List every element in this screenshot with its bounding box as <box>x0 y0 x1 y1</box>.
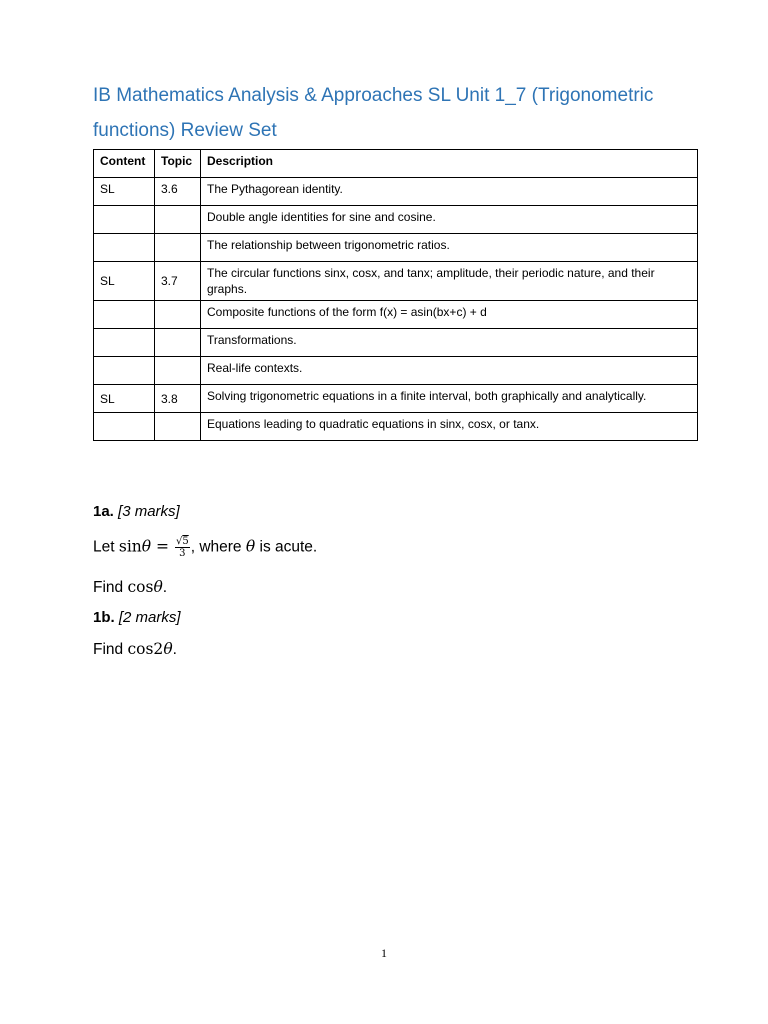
table-row <box>94 178 698 206</box>
fraction-sqrt5-over-3 <box>175 536 190 559</box>
cell-content: SL <box>94 385 155 413</box>
syllabus-table <box>93 149 698 441</box>
find-text: Find <box>93 579 128 596</box>
period: . <box>162 579 168 596</box>
page-title: IB Mathematics Analysis & Approaches SL Unit 1_7 (Trigonometric functions) Review Set <box>93 85 654 141</box>
question-1b-marks: [2 marks] <box>118 609 181 626</box>
cell-topic <box>155 357 201 385</box>
let-text: Let <box>93 538 119 556</box>
cell-topic: 3.8 <box>155 385 201 413</box>
table-row <box>94 301 698 329</box>
table-header-row <box>94 150 698 178</box>
cell-content <box>94 234 155 262</box>
find-text: Find <box>93 641 128 658</box>
question-1a-marks: [3 marks] <box>118 503 180 520</box>
cell-topic <box>155 413 201 441</box>
sin-function: sin <box>118 537 142 556</box>
cell-description: The circular functions sinx, cosx, and tanx; amplitude, their periodic nature, and their graphs. <box>201 262 698 301</box>
cell-description: The relationship between trigonometric ratios. <box>201 234 698 262</box>
fraction-numerator <box>175 536 190 548</box>
cell-topic: 3.6 <box>155 178 201 206</box>
period: . <box>172 641 177 658</box>
cell-topic <box>155 301 201 329</box>
question-1a-statement <box>93 536 317 559</box>
header-content: Content <box>94 150 155 178</box>
table-row <box>94 413 698 441</box>
table-row <box>94 262 698 301</box>
cell-description: Equations leading to quadratic equations in sinx, cosx, or tanx. <box>201 413 698 441</box>
cell-content <box>94 357 155 385</box>
cell-description: Double angle identities for sine and cosine. <box>201 206 698 234</box>
theta-symbol: θ <box>245 537 256 556</box>
question-1b-heading <box>93 609 181 626</box>
cell-description: Solving trigonometric equations in a finite interval, both graphically and analytically. <box>201 385 698 413</box>
cell-description: Real-life contexts. <box>201 357 698 385</box>
cell-content: SL <box>94 262 155 301</box>
table-row <box>94 206 698 234</box>
table-row <box>94 329 698 357</box>
cell-description: Transformations. <box>201 329 698 357</box>
cell-description: The Pythagorean identity. <box>201 178 698 206</box>
is-acute-text: is acute. <box>255 538 318 556</box>
question-1b-label: 1b. <box>93 609 115 626</box>
cell-topic: 3.7 <box>155 262 201 301</box>
theta-symbol: θ <box>163 640 173 658</box>
cell-content <box>94 206 155 234</box>
cell-content <box>94 329 155 357</box>
table-row <box>94 385 698 413</box>
question-1a-heading <box>93 503 180 520</box>
question-1b-task <box>93 640 177 659</box>
cell-content <box>94 413 155 441</box>
cell-topic <box>155 206 201 234</box>
page-number: 1 <box>381 946 387 960</box>
cell-content: SL <box>94 178 155 206</box>
cos2-function: cos2 <box>127 640 164 658</box>
header-topic: Topic <box>155 150 201 178</box>
theta-symbol: θ <box>153 578 163 596</box>
cell-description: Composite functions of the form f(x) = asin(bx+c) + d <box>201 301 698 329</box>
question-1a-task <box>93 578 167 597</box>
equals-sign: = <box>151 537 174 556</box>
cell-topic <box>155 234 201 262</box>
theta-symbol: θ <box>141 537 152 556</box>
fraction-denominator: 3 <box>179 548 186 559</box>
table-row <box>94 357 698 385</box>
question-1a-label: 1a. <box>93 503 114 520</box>
cos-function: cos <box>127 578 154 596</box>
cell-topic <box>155 329 201 357</box>
cell-content <box>94 301 155 329</box>
table-row <box>94 234 698 262</box>
header-description: Description <box>201 150 698 178</box>
radicand: 5 <box>182 536 189 547</box>
sqrt-symbol: √ <box>175 536 183 547</box>
where-text: , where <box>190 538 246 556</box>
